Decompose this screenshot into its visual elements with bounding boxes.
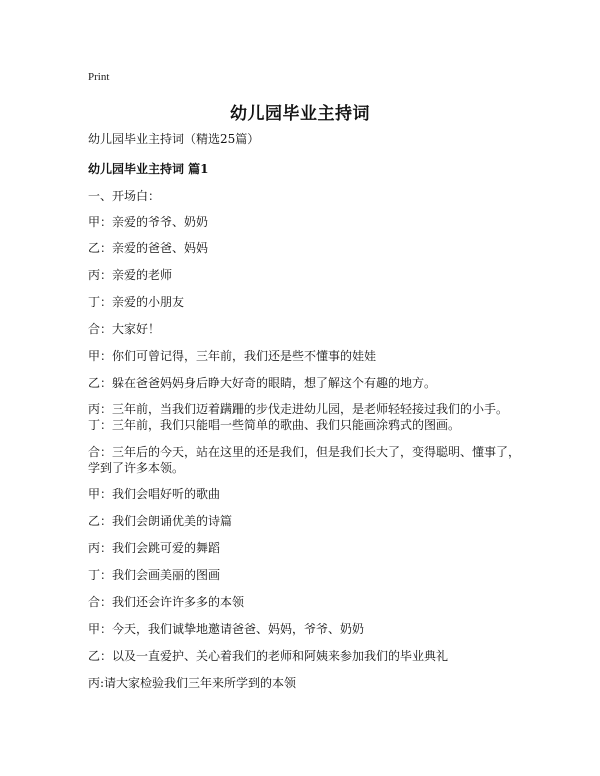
subtitle: 幼儿园毕业主持词（精选25篇） [88, 132, 260, 146]
paragraph: 乙：躲在爸爸妈妈身后睁大好奇的眼睛，想了解这个有趣的地方。 [88, 376, 437, 390]
print-link[interactable]: Print [88, 71, 110, 83]
paragraph: 甲：我们会唱好听的歌曲 [88, 487, 221, 501]
paragraph: 一、开场白： [88, 189, 161, 203]
paragraph: 甲：亲爱的爷爷、奶奶 [88, 215, 209, 229]
paragraph: 甲：今天，我们诚挚地邀请爸爸、妈妈，爷爷、奶奶 [88, 622, 365, 636]
paragraph: 丁：亲爱的小朋友 [88, 295, 185, 309]
paragraph: 丙：我们会跳可爱的舞蹈 [88, 541, 221, 555]
paragraph: 丙：三年前，当我们迈着蹒跚的步伐走进幼儿园，是老师轻轻接过我们的小手。丁：三年前，我们只能唱一些简单的歌曲、我们只能画涂鸦式的图画。 [88, 402, 509, 432]
paragraph: 丙：亲爱的老师 [88, 268, 173, 282]
paragraph: 合：三年后的今天，站在这里的还是我们，但是我们长大了，变得聪明、懂事了，学到了许多本领。 [88, 445, 521, 475]
paragraph: 乙：以及一直爱护、关心着我们的老师和阿姨来参加我们的毕业典礼 [88, 649, 449, 663]
section-heading: 幼儿园毕业主持词 篇1 [88, 162, 209, 176]
paragraph: 乙：亲爱的爸爸、妈妈 [88, 241, 209, 255]
paragraph: 乙：我们会朗诵优美的诗篇 [88, 514, 233, 528]
paragraph: 合：大家好！ [88, 322, 161, 336]
paragraph: 甲：你们可曾记得，三年前，我们还是些不懂事的娃娃 [88, 349, 377, 363]
paragraph: 丁：我们会画美丽的图画 [88, 568, 221, 582]
paragraph: 合：我们还会许许多多的本领 [88, 595, 245, 609]
page-title: 幼儿园毕业主持词 [230, 104, 370, 124]
paragraph: 丙:请大家检验我们三年来所学到的本领 [88, 676, 297, 690]
